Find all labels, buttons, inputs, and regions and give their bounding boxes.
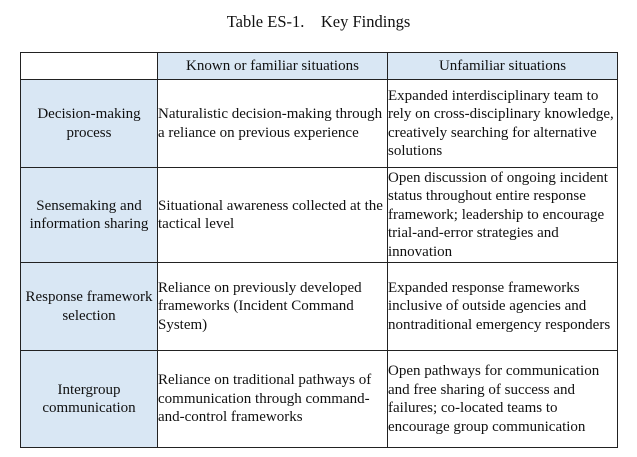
table-row (21, 351, 618, 448)
unfamiliar-situations-cell: Expanded interdisciplinary team to rely on cross-disciplinary knowledge, creatively searching for alternative solutions (388, 80, 618, 168)
table-caption: Table ES-1. Key Findings (226, 12, 411, 31)
unfamiliar-situations-cell: Expanded response frameworks inclusive of outside agencies and nontraditional emergency responders (388, 263, 618, 351)
row-header-intergroup-communication: Intergroup communication (21, 351, 158, 448)
known-situations-cell: Situational awareness collected at the tactical level (158, 168, 388, 263)
unfamiliar-situations-cell: Open discussion of ongoing incident status throughout entire response framework; leadership to encourage trial-and-error strategies and innovation (388, 168, 618, 263)
key-findings-table (20, 52, 618, 448)
table-row (21, 80, 618, 168)
column-header-known: Known or familiar situations (158, 53, 388, 80)
known-situations-cell: Reliance on traditional pathways of communication through command-and-control frameworks (158, 351, 388, 448)
header-corner-cell (21, 53, 158, 80)
table-row (21, 263, 618, 351)
row-header-sensemaking: Sensemaking and information sharing (21, 168, 158, 263)
table-row (21, 168, 618, 263)
column-header-unfamiliar: Unfamiliar situations (388, 53, 618, 80)
known-situations-cell: Reliance on previously developed frameworks (Incident Command System) (158, 263, 388, 351)
table-header-row (21, 53, 618, 80)
row-header-response-framework: Response framework selection (21, 263, 158, 351)
known-situations-cell: Naturalistic decision-making through a reliance on previous experience (158, 80, 388, 168)
unfamiliar-situations-cell: Open pathways for communication and free sharing of success and failures; co-located teams to encourage group communication (388, 351, 618, 448)
row-header-decision-making: Decision-making process (21, 80, 158, 168)
